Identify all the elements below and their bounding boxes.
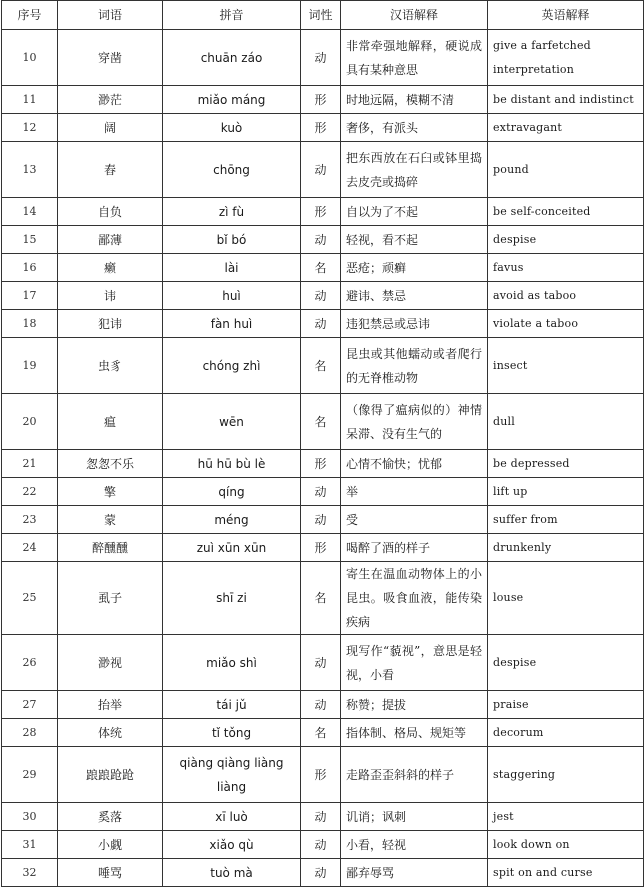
cell-part-of-speech: 名 bbox=[301, 562, 341, 635]
table-row bbox=[2, 534, 644, 562]
table-row bbox=[2, 310, 644, 338]
table-row bbox=[2, 30, 644, 86]
cell-chinese-definition: 轻视，看不起 bbox=[341, 226, 488, 254]
cell-number: 17 bbox=[2, 282, 58, 310]
cell-word: 阔 bbox=[58, 114, 163, 142]
cell-chinese-definition: 心情不愉快；忧郁 bbox=[341, 450, 488, 478]
cell-chinese-definition: 昆虫或其他蠕动或者爬行的无脊椎动物 bbox=[341, 338, 488, 394]
vocabulary-table bbox=[1, 0, 644, 887]
table-row bbox=[2, 635, 644, 691]
cell-number: 10 bbox=[2, 30, 58, 86]
cell-english-definition: drunkenly bbox=[488, 534, 644, 562]
cell-part-of-speech: 形 bbox=[301, 450, 341, 478]
header-word: 词语 bbox=[58, 1, 163, 30]
cell-word: 渺茫 bbox=[58, 86, 163, 114]
cell-english-definition: jest bbox=[488, 803, 644, 831]
cell-pinyin: miǎo shì bbox=[163, 635, 301, 691]
cell-word: 犯讳 bbox=[58, 310, 163, 338]
cell-chinese-definition: 寄生在温血动物体上的小昆虫。吸食血液，能传染疾病 bbox=[341, 562, 488, 635]
cell-number: 27 bbox=[2, 691, 58, 719]
cell-word: 癞 bbox=[58, 254, 163, 282]
cell-chinese-definition: 举 bbox=[341, 478, 488, 506]
cell-number: 18 bbox=[2, 310, 58, 338]
cell-part-of-speech: 形 bbox=[301, 747, 341, 803]
table-row bbox=[2, 450, 644, 478]
cell-part-of-speech: 动 bbox=[301, 506, 341, 534]
cell-part-of-speech: 动 bbox=[301, 691, 341, 719]
table-row bbox=[2, 747, 644, 803]
cell-english-definition: lift up bbox=[488, 478, 644, 506]
cell-word: 虱子 bbox=[58, 562, 163, 635]
cell-pinyin: tái jǔ bbox=[163, 691, 301, 719]
cell-word: 舂 bbox=[58, 142, 163, 198]
cell-chinese-definition: 避讳、禁忌 bbox=[341, 282, 488, 310]
cell-number: 13 bbox=[2, 142, 58, 198]
cell-part-of-speech: 动 bbox=[301, 226, 341, 254]
cell-english-definition: dull bbox=[488, 394, 644, 450]
cell-word: 鄙薄 bbox=[58, 226, 163, 254]
cell-number: 25 bbox=[2, 562, 58, 635]
cell-pinyin: tuò mà bbox=[163, 859, 301, 887]
cell-part-of-speech: 形 bbox=[301, 198, 341, 226]
cell-word: 体统 bbox=[58, 719, 163, 747]
cell-english-definition: violate a taboo bbox=[488, 310, 644, 338]
cell-chinese-definition: 小看，轻视 bbox=[341, 831, 488, 859]
cell-number: 28 bbox=[2, 719, 58, 747]
cell-chinese-definition: 现写作“藐视”，意思是轻视，小看 bbox=[341, 635, 488, 691]
cell-number: 11 bbox=[2, 86, 58, 114]
cell-english-definition: pound bbox=[488, 142, 644, 198]
cell-chinese-definition: 走路歪歪斜斜的样子 bbox=[341, 747, 488, 803]
cell-pinyin: xiǎo qù bbox=[163, 831, 301, 859]
table-row bbox=[2, 478, 644, 506]
cell-word: 擎 bbox=[58, 478, 163, 506]
cell-number: 12 bbox=[2, 114, 58, 142]
cell-part-of-speech: 动 bbox=[301, 310, 341, 338]
cell-word: 踉踉跄跄 bbox=[58, 747, 163, 803]
cell-pinyin: chuān záo bbox=[163, 30, 301, 86]
cell-chinese-definition: 时地远隔，模糊不清 bbox=[341, 86, 488, 114]
cell-part-of-speech: 动 bbox=[301, 859, 341, 887]
cell-number: 29 bbox=[2, 747, 58, 803]
table-row bbox=[2, 338, 644, 394]
table-row bbox=[2, 506, 644, 534]
cell-number: 20 bbox=[2, 394, 58, 450]
cell-number: 26 bbox=[2, 635, 58, 691]
cell-number: 23 bbox=[2, 506, 58, 534]
cell-part-of-speech: 动 bbox=[301, 635, 341, 691]
cell-chinese-definition: 称赞；提拔 bbox=[341, 691, 488, 719]
cell-pinyin: huì bbox=[163, 282, 301, 310]
cell-number: 22 bbox=[2, 478, 58, 506]
cell-pinyin: bǐ bó bbox=[163, 226, 301, 254]
cell-word: 抬举 bbox=[58, 691, 163, 719]
header-number: 序号 bbox=[2, 1, 58, 30]
header-pinyin: 拼音 bbox=[163, 1, 301, 30]
cell-part-of-speech: 动 bbox=[301, 282, 341, 310]
cell-pinyin: shī zi bbox=[163, 562, 301, 635]
cell-part-of-speech: 形 bbox=[301, 86, 341, 114]
cell-english-definition: insect bbox=[488, 338, 644, 394]
cell-pinyin: zì fù bbox=[163, 198, 301, 226]
cell-word: 醉醺醺 bbox=[58, 534, 163, 562]
cell-chinese-definition: 自以为了不起 bbox=[341, 198, 488, 226]
cell-part-of-speech: 名 bbox=[301, 394, 341, 450]
cell-pinyin: hū hū bù lè bbox=[163, 450, 301, 478]
cell-number: 16 bbox=[2, 254, 58, 282]
cell-chinese-definition: （像得了瘟病似的）神情呆滞、没有生气的 bbox=[341, 394, 488, 450]
cell-english-definition: be distant and indistinct bbox=[488, 86, 644, 114]
cell-english-definition: avoid as taboo bbox=[488, 282, 644, 310]
cell-pinyin: qíng bbox=[163, 478, 301, 506]
table-row bbox=[2, 86, 644, 114]
cell-word: 渺视 bbox=[58, 635, 163, 691]
cell-english-definition: favus bbox=[488, 254, 644, 282]
cell-number: 32 bbox=[2, 859, 58, 887]
cell-chinese-definition: 喝醉了酒的样子 bbox=[341, 534, 488, 562]
cell-pinyin: miǎo máng bbox=[163, 86, 301, 114]
cell-word: 瘟 bbox=[58, 394, 163, 450]
cell-english-definition: give a farfetched interpretation bbox=[488, 30, 644, 86]
cell-part-of-speech: 名 bbox=[301, 719, 341, 747]
cell-word: 穿凿 bbox=[58, 30, 163, 86]
cell-chinese-definition: 违犯禁忌或忌讳 bbox=[341, 310, 488, 338]
cell-number: 31 bbox=[2, 831, 58, 859]
cell-english-definition: be depressed bbox=[488, 450, 644, 478]
cell-chinese-definition: 奢侈，有派头 bbox=[341, 114, 488, 142]
table-row bbox=[2, 282, 644, 310]
cell-english-definition: praise bbox=[488, 691, 644, 719]
cell-english-definition: look down on bbox=[488, 831, 644, 859]
cell-pinyin: fàn huì bbox=[163, 310, 301, 338]
cell-english-definition: despise bbox=[488, 226, 644, 254]
header-row bbox=[2, 1, 644, 30]
cell-english-definition: extravagant bbox=[488, 114, 644, 142]
cell-word: 虫豸 bbox=[58, 338, 163, 394]
cell-pinyin: lài bbox=[163, 254, 301, 282]
cell-word: 唾骂 bbox=[58, 859, 163, 887]
cell-word: 怱怱不乐 bbox=[58, 450, 163, 478]
cell-chinese-definition: 恶疮；顽癣 bbox=[341, 254, 488, 282]
header-part-of-speech: 词性 bbox=[301, 1, 341, 30]
cell-word: 蒙 bbox=[58, 506, 163, 534]
cell-part-of-speech: 名 bbox=[301, 254, 341, 282]
cell-part-of-speech: 动 bbox=[301, 30, 341, 86]
cell-english-definition: decorum bbox=[488, 719, 644, 747]
cell-pinyin: zuì xūn xūn bbox=[163, 534, 301, 562]
table-body bbox=[2, 30, 644, 887]
cell-english-definition: suffer from bbox=[488, 506, 644, 534]
cell-part-of-speech: 名 bbox=[301, 338, 341, 394]
cell-english-definition: despise bbox=[488, 635, 644, 691]
table-row bbox=[2, 859, 644, 887]
cell-english-definition: be self-conceited bbox=[488, 198, 644, 226]
cell-word: 小觑 bbox=[58, 831, 163, 859]
cell-part-of-speech: 动 bbox=[301, 478, 341, 506]
table-row bbox=[2, 831, 644, 859]
cell-chinese-definition: 受 bbox=[341, 506, 488, 534]
cell-pinyin: kuò bbox=[163, 114, 301, 142]
table-row bbox=[2, 803, 644, 831]
table-row bbox=[2, 142, 644, 198]
table-row bbox=[2, 226, 644, 254]
cell-word: 讳 bbox=[58, 282, 163, 310]
cell-pinyin: wēn bbox=[163, 394, 301, 450]
table-row bbox=[2, 562, 644, 635]
cell-chinese-definition: 非常牵强地解释，硬说成具有某种意思 bbox=[341, 30, 488, 86]
header-english-definition: 英语解释 bbox=[488, 1, 644, 30]
cell-chinese-definition: 把东西放在石臼或钵里捣去皮壳或捣碎 bbox=[341, 142, 488, 198]
cell-chinese-definition: 鄙弃辱骂 bbox=[341, 859, 488, 887]
table-row bbox=[2, 198, 644, 226]
cell-chinese-definition: 讥诮；讽刺 bbox=[341, 803, 488, 831]
cell-word: 奚落 bbox=[58, 803, 163, 831]
cell-pinyin: qiàng qiàng liàng liàng bbox=[163, 747, 301, 803]
cell-part-of-speech: 形 bbox=[301, 114, 341, 142]
cell-pinyin: xī luò bbox=[163, 803, 301, 831]
cell-pinyin: méng bbox=[163, 506, 301, 534]
header-chinese-definition: 汉语解释 bbox=[341, 1, 488, 30]
cell-number: 21 bbox=[2, 450, 58, 478]
cell-part-of-speech: 动 bbox=[301, 803, 341, 831]
cell-chinese-definition: 指体制、格局、规矩等 bbox=[341, 719, 488, 747]
table-row bbox=[2, 114, 644, 142]
table-row bbox=[2, 254, 644, 282]
cell-number: 24 bbox=[2, 534, 58, 562]
cell-word: 自负 bbox=[58, 198, 163, 226]
cell-part-of-speech: 动 bbox=[301, 142, 341, 198]
table-row bbox=[2, 719, 644, 747]
table-row bbox=[2, 394, 644, 450]
cell-number: 14 bbox=[2, 198, 58, 226]
cell-english-definition: staggering bbox=[488, 747, 644, 803]
table-row bbox=[2, 691, 644, 719]
cell-pinyin: chōng bbox=[163, 142, 301, 198]
cell-part-of-speech: 动 bbox=[301, 831, 341, 859]
cell-english-definition: louse bbox=[488, 562, 644, 635]
cell-english-definition: spit on and curse bbox=[488, 859, 644, 887]
cell-pinyin: chóng zhì bbox=[163, 338, 301, 394]
cell-number: 19 bbox=[2, 338, 58, 394]
cell-number: 15 bbox=[2, 226, 58, 254]
cell-part-of-speech: 形 bbox=[301, 534, 341, 562]
cell-pinyin: tǐ tǒng bbox=[163, 719, 301, 747]
cell-number: 30 bbox=[2, 803, 58, 831]
